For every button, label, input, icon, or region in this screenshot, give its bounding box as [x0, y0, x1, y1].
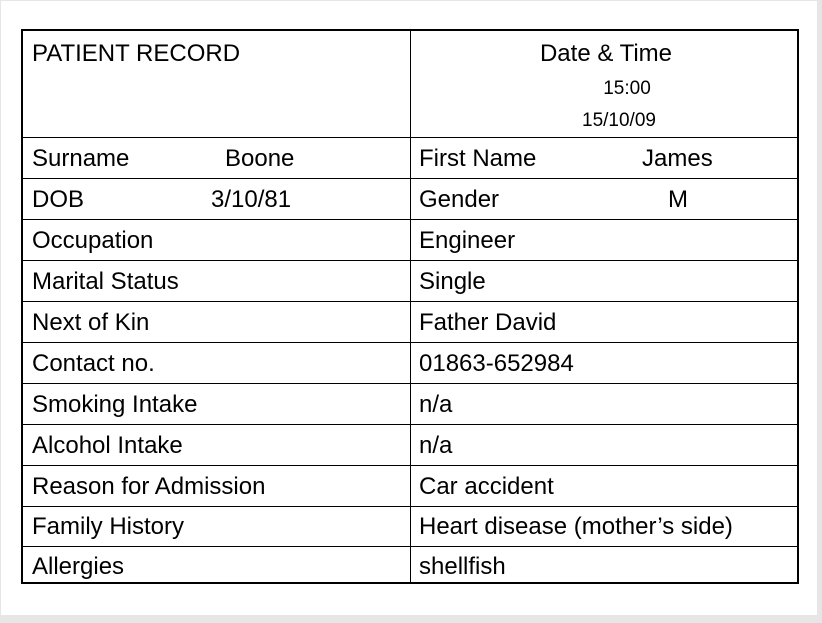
- alcohol-intake-value: n/a: [419, 432, 453, 459]
- gender-label: Gender: [419, 186, 500, 213]
- next-of-kin-value: Father David: [419, 309, 557, 336]
- patient-record-table: [21, 29, 799, 584]
- smoking-intake-value: n/a: [419, 391, 453, 418]
- record-title: PATIENT RECORD: [32, 40, 241, 67]
- reason-for-admission-label: Reason for Admission: [32, 473, 266, 500]
- occupation-value: Engineer: [419, 227, 516, 254]
- reason-for-admission-value: Car accident: [419, 473, 554, 500]
- surname-value: Boone: [225, 145, 295, 172]
- row-divider: [23, 301, 797, 302]
- row-divider: [23, 465, 797, 466]
- marital-status-value: Single: [419, 268, 486, 295]
- row-divider: [23, 219, 797, 220]
- smoking-intake-label: Smoking Intake: [32, 391, 198, 418]
- date-time-label: Date & Time: [539, 40, 673, 67]
- row-divider: [23, 342, 797, 343]
- dob-value: 3/10/81: [211, 186, 292, 213]
- next-of-kin-label: Next of Kin: [32, 309, 150, 336]
- marital-status-label: Marital Status: [32, 268, 179, 295]
- family-history-value: Heart disease (mother’s side): [419, 513, 733, 540]
- first-name-label: First Name: [419, 145, 537, 172]
- first-name-value: James: [642, 145, 713, 172]
- row-divider: [23, 383, 797, 384]
- row-divider: [23, 546, 797, 547]
- family-history-label: Family History: [32, 513, 185, 540]
- document-page: [1, 1, 817, 615]
- allergies-value: shellfish: [419, 553, 506, 580]
- row-divider: [23, 424, 797, 425]
- row-divider: [23, 506, 797, 507]
- column-divider: [410, 31, 411, 582]
- dob-label: DOB: [32, 186, 85, 213]
- row-divider: [23, 260, 797, 261]
- row-divider: [23, 178, 797, 179]
- occupation-label: Occupation: [32, 227, 154, 254]
- surname-label: Surname: [32, 145, 130, 172]
- contact-no-label: Contact no.: [32, 350, 155, 377]
- gender-value: M: [668, 186, 688, 213]
- time-value: 15:00: [603, 78, 651, 99]
- contact-no-value: 01863-652984: [419, 350, 574, 377]
- alcohol-intake-label: Alcohol Intake: [32, 432, 183, 459]
- date-value: 15/10/09: [582, 110, 656, 131]
- row-divider: [23, 137, 797, 138]
- allergies-label: Allergies: [32, 553, 125, 580]
